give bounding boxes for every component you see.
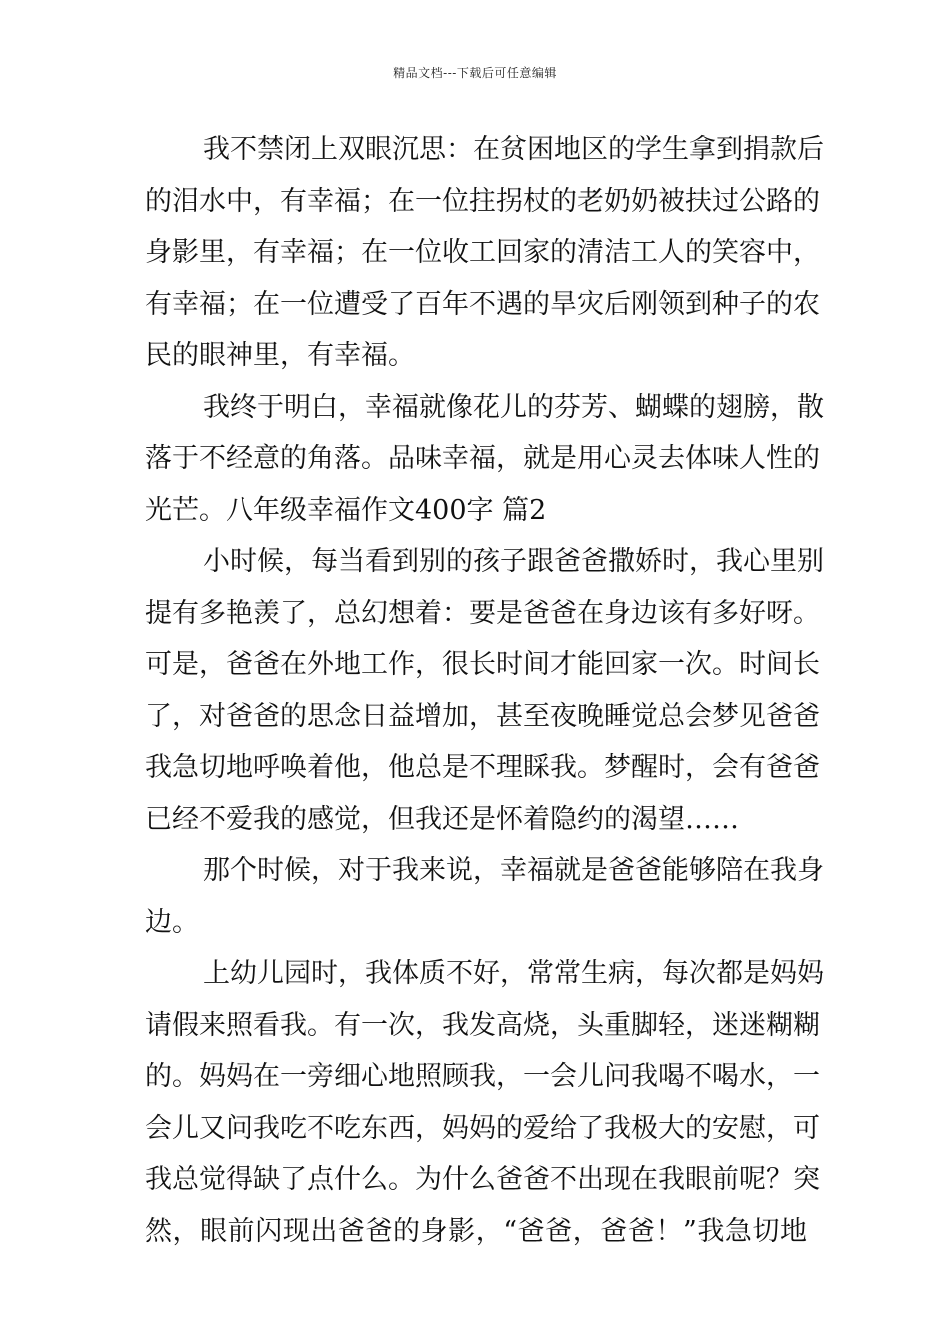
- text-line: 边。: [145, 906, 199, 938]
- text-line: 我总觉得缺了点什么。为什么爸爸不出现在我眼前呢？突: [145, 1164, 820, 1195]
- text-line: 然，眼前闪现出爸爸的身影，“爸爸，爸爸！”我急切地: [145, 1215, 807, 1247]
- paragraph: [145, 845, 824, 948]
- page-header: 精品文档---下载后可任意编辑: [393, 66, 557, 80]
- text-line: 我不禁闭上双眼沉思：在贫困地区的学生拿到捐款后: [203, 134, 824, 165]
- text-line: 有幸福；在一位遭受了百年不遇的旱灾后刚领到种子的农: [145, 288, 820, 320]
- text-line: 已经不爱我的感觉，但我还是怀着隐约的渴望……: [145, 803, 739, 835]
- text-line: 落于不经意的角落。品味幸福，就是用心灵去体味人性的: [145, 443, 820, 474]
- text-line: 会儿又问我吃不吃东西，妈妈的爱给了我极大的安慰，可: [145, 1112, 820, 1144]
- text-line: 那个时候，对于我来说，幸福就是爸爸能够陪在我身: [203, 855, 824, 886]
- text-line: 我终于明白，幸福就像花儿的芬芳、蝴蝶的翅膀，散: [203, 391, 824, 423]
- text-line: 提有多艳羡了，总幻想着：要是爸爸在身边该有多好呀。: [145, 597, 820, 629]
- text-line: 我急切地呼唤着他，他总是不理睬我。梦醒时，会有爸爸: [145, 752, 820, 783]
- text-line: 的。妈妈在一旁细心地照顾我，一会儿问我喝不喝水，一: [145, 1061, 820, 1092]
- document-body: [145, 124, 824, 1257]
- paragraph: [145, 382, 824, 537]
- text-line: 请假来照看我。有一次，我发高烧，头重脚轻，迷迷糊糊: [145, 1009, 820, 1041]
- text-line: 可是，爸爸在外地工作，很长时间才能回家一次。时间长: [145, 649, 820, 680]
- text-line: 小时候，每当看到别的孩子跟爸爸撒娇时，我心里别: [203, 546, 824, 577]
- paragraph: [145, 948, 824, 1257]
- text-line: 光芒。八年级幸福作文400字 篇2: [145, 494, 547, 526]
- text-line: 身影里，有幸福；在一位收工回家的清洁工人的笑容中，: [145, 237, 820, 268]
- text-line: 的泪水中，有幸福；在一位拄拐杖的老奶奶被扶过公路的: [145, 185, 820, 217]
- text-line: 上幼儿园时，我体质不好，常常生病，每次都是妈妈: [203, 958, 824, 989]
- paragraph: [145, 124, 824, 382]
- text-line: 了，对爸爸的思念日益增加，甚至夜晚睡觉总会梦见爸爸: [145, 700, 820, 732]
- text-line: 民的眼神里，有幸福。: [145, 340, 415, 371]
- paragraph: [145, 536, 824, 845]
